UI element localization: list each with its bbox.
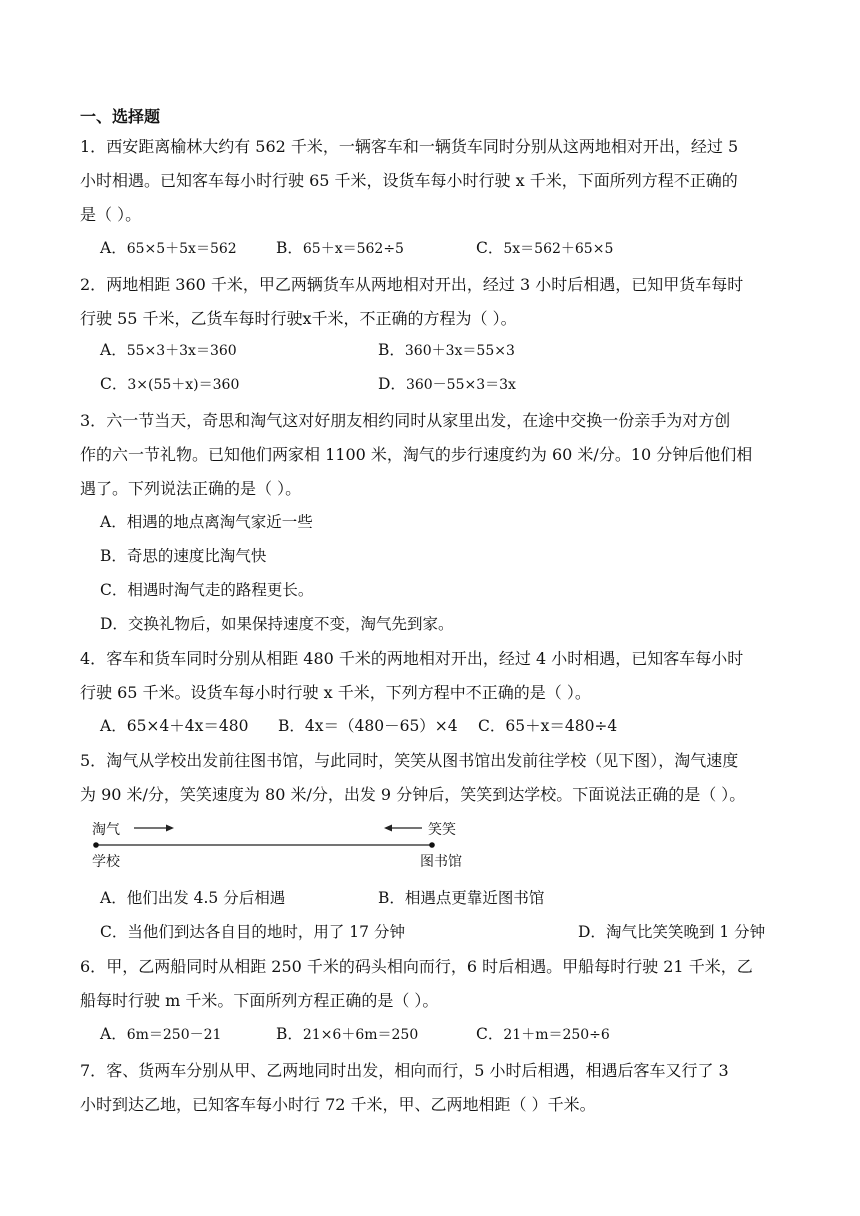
question-2 [80, 268, 780, 336]
option-b[interactable]: B．65＋x＝562÷5 [276, 239, 404, 257]
question-number: 5． [80, 751, 107, 770]
question-1 [80, 130, 780, 232]
option-b[interactable]: B．21×6＋6m＝250 [276, 1025, 419, 1043]
option-c[interactable]: C．相遇时淘气走的路程更长。 [100, 581, 314, 599]
library-label: 图书馆 [420, 854, 462, 870]
question-text-line: 六一节当天，奇思和淘气这对好朋友相约同时从家里出发，在途中交换一份亲手为对方创 [106, 411, 731, 430]
question-text-line: 行驶 65 千米。设货车每小时行驶 x 千米，下列方程中不正确的是（ ）。 [80, 683, 591, 702]
question-text-line: 客车和货车同时分别从相距 480 千米的两地相对开出，经过 4 小时相遇，已知客车每小时 [106, 649, 744, 668]
option-d[interactable]: D．交换礼物后，如果保持速度不变，淘气先到家。 [100, 615, 454, 633]
option-c[interactable]: C．3×(55＋x)＝360 [100, 375, 240, 393]
option-b[interactable]: B．4x＝（480－65）×4 [278, 717, 458, 735]
question-text-line: 淘气从学校出发前往图书馆，与此同时，笑笑从图书馆出发前往学校（见下图），淘气速度 [106, 751, 739, 770]
option-b[interactable]: B．360＋3x＝55×3 [378, 341, 515, 359]
school-label: 学校 [92, 854, 120, 870]
question-3 [80, 404, 780, 506]
question-number: 7． [80, 1061, 107, 1080]
question-text-line: 行驶 55 千米，乙货车每时行驶x千米，不正确的方程为（ ）。 [80, 309, 517, 328]
option-d[interactable]: D．淘气比笑笑晚到 1 分钟 [578, 923, 766, 941]
question-5 [80, 744, 780, 812]
option-c[interactable]: C．当他们到达各自目的地时，用了 17 分钟 [100, 923, 405, 941]
question-6 [80, 950, 780, 1018]
question-text-line: 遇了。下列说法正确的是（ ）。 [80, 479, 302, 498]
taoqi-label: 淘气 [92, 822, 120, 838]
option-c[interactable]: C．65＋x＝480÷4 [478, 717, 618, 735]
question-number: 1． [80, 137, 107, 156]
question-number: 3． [80, 411, 107, 430]
question-text-line: 是（ ）。 [80, 205, 142, 224]
option-c[interactable]: C．5x＝562＋65×5 [476, 239, 614, 257]
question-text-line: 两地相距 360 千米，甲乙两辆货车从两地相对开出，经过 3 小时后相遇，已知甲货车每时 [106, 275, 744, 294]
option-c[interactable]: C．21＋m＝250÷6 [476, 1025, 610, 1043]
question-number: 6． [80, 957, 107, 976]
option-d[interactable]: D．360－55×3＝3x [378, 375, 516, 393]
question-text-line: 西安距离榆林大约有 562 千米，一辆客车和一辆货车同时分别从这两地相对开出，经过 5 [106, 137, 739, 156]
option-a[interactable]: A．65×4＋4x＝480 [100, 717, 249, 735]
question-text-line: 船每时行驶 m 千米。下面所列方程正确的是（ ）。 [80, 991, 439, 1010]
question-text-line: 客、货两车分别从甲、乙两地同时出发，相向而行，5 小时后相遇，相遇后客车又行了 3 [106, 1061, 729, 1080]
question-7 [80, 1054, 780, 1122]
question-text-line: 甲，乙两船同时从相距 250 千米的码头相向而行，6 时后相遇。甲船每时行驶 21 千米，乙 [106, 957, 753, 976]
question-text-line: 小时到达乙地，已知客车每小时行 72 千米，甲、乙两地相距（ ）千米。 [80, 1095, 596, 1114]
option-a[interactable]: A．65×5＋5x＝562 [100, 239, 237, 257]
question-number: 2． [80, 275, 107, 294]
question-text-line: 小时相遇。已知客车每小时行驶 65 千米，设货车每小时行驶 x 千米，下面所列方程不正确的 [80, 171, 738, 190]
section-title: 一、选择题 [80, 107, 161, 126]
question-number: 4． [80, 649, 107, 668]
option-a[interactable]: A．55×3＋3x＝360 [100, 341, 237, 359]
option-a[interactable]: A．相遇的地点离淘气家近一些 [100, 513, 313, 531]
question-text-line: 作的六一节礼物。已知他们两家相 1100 米，淘气的步行速度约为 60 米/分。10 分钟后他们相 [80, 445, 753, 464]
xiaoxiao-label: 笑笑 [428, 822, 456, 838]
route-diagram [92, 815, 482, 875]
option-a[interactable]: A．他们出发 4.5 分后相遇 [100, 889, 286, 907]
question-4 [80, 642, 780, 710]
option-a[interactable]: A．6m＝250－21 [100, 1025, 222, 1043]
option-b[interactable]: B．相遇点更靠近图书馆 [378, 889, 545, 907]
option-b[interactable]: B．奇思的速度比淘气快 [100, 547, 267, 565]
question-text-line: 为 90 米/分，笑笑速度为 80 米/分，出发 9 分钟后，笑笑到达学校。下面说法正确的是（ ）。 [80, 785, 746, 804]
